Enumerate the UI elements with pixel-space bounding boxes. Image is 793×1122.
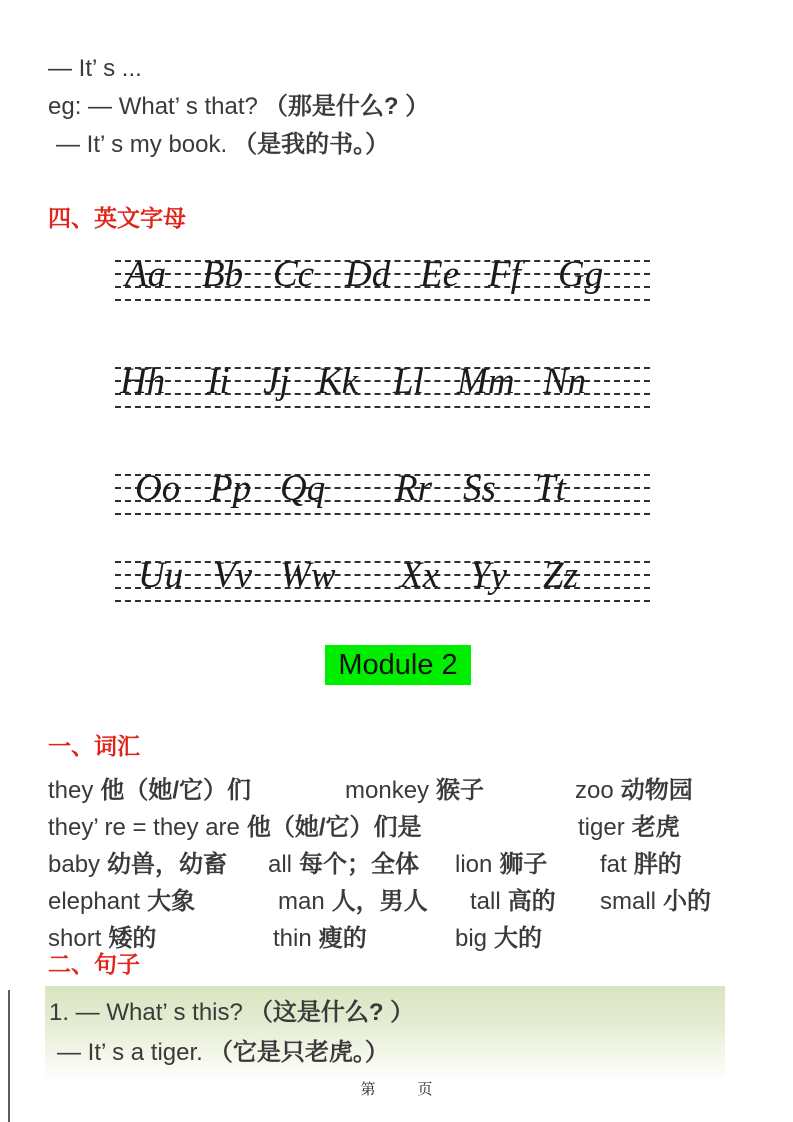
- dialog-line-text: — It’ s my book.: [56, 131, 228, 158]
- module-title-box: [325, 645, 471, 685]
- sentence-line: [49, 1033, 725, 1073]
- writing-guide-line: [115, 513, 650, 515]
- vocab-translation: 幼兽，幼畜: [107, 851, 228, 878]
- vocab-word: big: [455, 925, 488, 952]
- alphabet-letter-pair: Oo: [135, 468, 181, 509]
- vocab-row: [0, 770, 793, 804]
- vocab-word: lion: [455, 851, 493, 878]
- alphabet-letter-pair: Ee: [420, 254, 460, 295]
- writing-guide-line: [115, 474, 650, 476]
- vocab-item: [455, 918, 542, 953]
- section-heading-vocabulary: 一、词汇: [48, 733, 140, 759]
- dialog-line: [48, 126, 429, 164]
- vocab-item: [273, 918, 367, 953]
- alphabet-letter-pair: Bb: [202, 254, 244, 295]
- alphabet-letter-pair: Ii: [207, 361, 230, 402]
- vocab-translation: 胖的: [633, 851, 682, 878]
- vocab-translation: 小的: [663, 888, 712, 915]
- vocab-translation: 狮子: [499, 851, 548, 878]
- vocab-word: tiger: [578, 814, 625, 841]
- vocab-translation: 大的: [494, 925, 543, 952]
- vocab-item: [48, 770, 251, 805]
- vocab-row: [0, 807, 793, 841]
- vocab-word: tall: [470, 888, 501, 915]
- vocab-row: [0, 881, 793, 915]
- vocab-word: short: [48, 925, 102, 952]
- vocab-word: thin: [273, 925, 312, 952]
- vocab-word: zoo: [575, 777, 614, 804]
- vocab-word: baby: [48, 851, 101, 878]
- vocab-translation: 瘦的: [318, 925, 367, 952]
- alphabet-letter-pair: Uu: [138, 555, 184, 596]
- writing-guide-line: [115, 487, 650, 489]
- alphabet-letter-pair: Ss: [463, 468, 496, 509]
- alphabet-letter-pair: Vv: [213, 555, 253, 596]
- alphabet-letter-pair: Nn: [543, 361, 587, 402]
- sentence-translation: （它是只老虎。）: [208, 1039, 389, 1066]
- vocab-word: man: [278, 888, 325, 915]
- writing-guide-line: [115, 500, 650, 502]
- alphabet-writing-strip: [115, 256, 650, 302]
- dialog-line-translation: （是我的书。）: [233, 131, 390, 158]
- vocab-item: [268, 844, 419, 879]
- module-title-label: Module 2: [338, 649, 458, 681]
- dialog-line: [48, 50, 429, 88]
- vocab-word: monkey: [345, 777, 430, 804]
- section-heading-sentences: 二、句子: [48, 951, 140, 977]
- dialog-line-text: eg: — What’ s that?: [48, 93, 258, 120]
- footer-page-prefix: 第: [360, 1081, 376, 1098]
- vocab-translation: 高的: [507, 888, 556, 915]
- alphabet-letter-pair: Yy: [470, 555, 507, 596]
- page-edge-line: [8, 990, 10, 1122]
- vocab-translation: 动物园: [620, 777, 693, 804]
- sentence-block: [45, 986, 725, 1078]
- vocab-item: [278, 881, 428, 916]
- alphabet-letter-pair: Cc: [273, 254, 315, 295]
- alphabet-letter-pair: Tt: [535, 468, 566, 509]
- alphabet-letter-pair: Aa: [125, 254, 167, 295]
- alphabet-letter-pair: Xx: [400, 555, 440, 596]
- alphabet-writing-strip: [115, 470, 650, 516]
- alphabet-letter-pair: Pp: [210, 468, 252, 509]
- vocab-translation: 大象: [147, 888, 196, 915]
- sentence-text: 1. — What’ s this?: [49, 999, 243, 1026]
- vocab-item: [578, 807, 680, 842]
- sentence-translation: （这是什么? ）: [248, 999, 415, 1026]
- vocab-row: [0, 844, 793, 878]
- vocab-word: all: [268, 851, 293, 878]
- vocab-translation: 人，男人: [331, 888, 428, 915]
- dialog-line-text: — It’ s ...: [48, 55, 142, 82]
- dialog-line: [48, 88, 429, 126]
- alphabet-letter-pair: Jj: [263, 361, 290, 402]
- writing-guide-line: [115, 600, 650, 602]
- alphabet-letter-pair: Hh: [120, 361, 166, 402]
- vocab-translation: 矮的: [108, 925, 157, 952]
- vocab-item: [600, 844, 682, 879]
- vocab-translation: 他（她/它）们: [100, 777, 252, 804]
- section-heading-letters: 四、英文字母: [48, 205, 186, 231]
- vocab-translation: 每个；全体: [299, 851, 420, 878]
- alphabet-writing-strip: [115, 557, 650, 603]
- sentence-text: — It’ s a tiger.: [57, 1039, 203, 1066]
- dialog-line-translation: （那是什么? ）: [263, 93, 430, 120]
- vocab-translation: 猴子: [436, 777, 485, 804]
- alphabet-letter-pair: Gg: [558, 254, 604, 295]
- alphabet-letter-pair: Mm: [457, 361, 515, 402]
- vocab-word: elephant: [48, 888, 141, 915]
- alphabet-letter-pair: Zz: [543, 555, 578, 596]
- vocab-item: [575, 770, 693, 805]
- page-footer: [0, 1078, 793, 1099]
- vocab-item: [48, 844, 227, 879]
- vocab-item: [48, 807, 422, 842]
- vocab-word: they’ re = they are: [48, 814, 240, 841]
- alphabet-letter-pair: Ll: [393, 361, 424, 402]
- vocab-item: [470, 881, 556, 916]
- sentence-line: [49, 993, 725, 1033]
- vocab-item: [48, 881, 195, 916]
- footer-page-suffix: 页: [417, 1081, 433, 1098]
- alphabet-writing-strip: [115, 363, 650, 409]
- vocab-item: [600, 881, 711, 916]
- alphabet-letter-pair: Dd: [345, 254, 391, 295]
- writing-guide-line: [115, 406, 650, 408]
- alphabet-letter-pair: Ww: [280, 555, 336, 596]
- vocab-item: [455, 844, 547, 879]
- alphabet-letter-pair: Ff: [488, 254, 521, 295]
- vocab-translation: 他（她/它）们是: [246, 814, 422, 841]
- dialog-block: [48, 50, 429, 164]
- vocab-translation: 老虎: [631, 814, 680, 841]
- vocab-word: fat: [600, 851, 627, 878]
- alphabet-letter-pair: Kk: [317, 361, 359, 402]
- vocab-word: they: [48, 777, 94, 804]
- vocab-item: [345, 770, 484, 805]
- writing-guide-line: [115, 299, 650, 301]
- vocab-item: [48, 918, 156, 953]
- alphabet-letter-pair: Qq: [280, 468, 326, 509]
- vocab-row: [0, 918, 793, 952]
- alphabet-letter-pair: Rr: [395, 468, 432, 509]
- vocab-word: small: [600, 888, 657, 915]
